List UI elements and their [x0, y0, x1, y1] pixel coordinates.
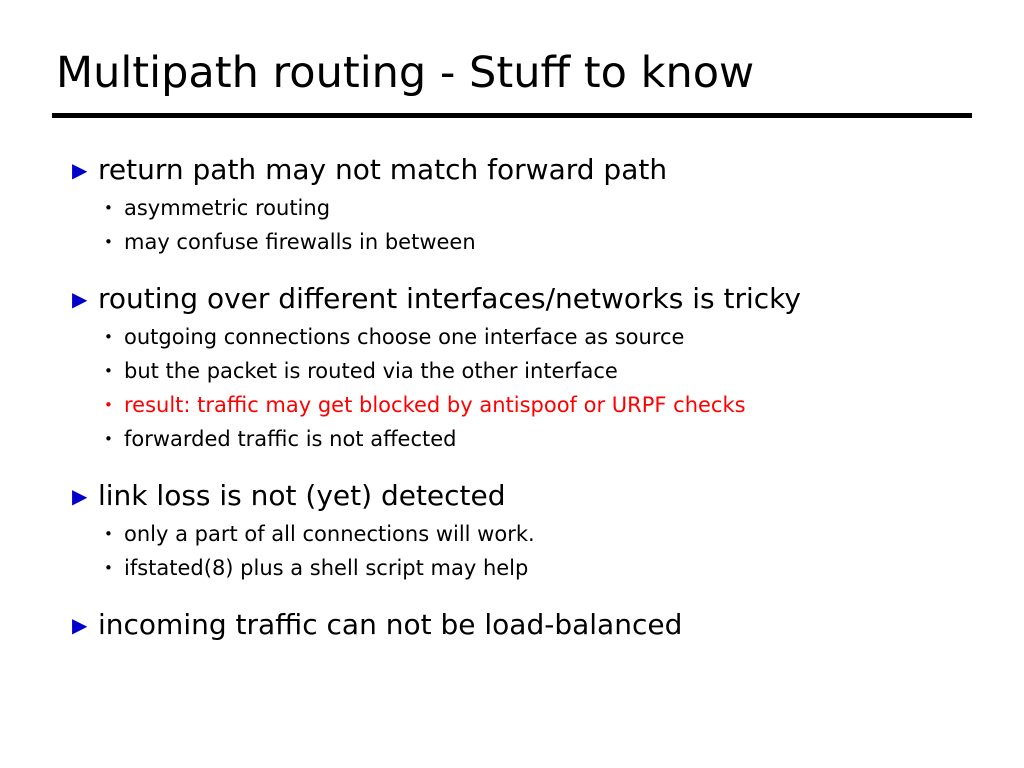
bullet-level1 — [72, 152, 972, 189]
sub-bullet-list — [72, 191, 972, 259]
bullet-level2-label: but the packet is routed via the other interface — [124, 358, 618, 383]
bullet-level1 — [72, 478, 972, 515]
bullet-level2 — [72, 354, 972, 388]
dot-bullet-icon: • — [104, 558, 113, 577]
bullet-level2-label: forwarded traffic is not affected — [124, 426, 457, 451]
bullet-level1-label: return path may not match forward path — [98, 153, 668, 186]
bullet-level2-label: result: traffic may get blocked by antispoof or URPF checks — [124, 392, 746, 417]
bullet-group — [72, 281, 972, 456]
bullet-level2-label: asymmetric routing — [124, 195, 331, 220]
bullet-level2-label: only a part of all connections will work. — [124, 521, 535, 546]
sub-bullet-list — [72, 517, 972, 585]
triangle-bullet-icon: ▶ — [72, 158, 88, 182]
dot-bullet-icon: • — [104, 361, 113, 380]
bullet-level2-label: ifstated(8) plus a shell script may help — [124, 555, 529, 580]
bullet-level2 — [72, 191, 972, 225]
dot-bullet-icon: • — [104, 395, 113, 414]
triangle-bullet-icon: ▶ — [72, 286, 88, 311]
bullet-level1-label: incoming traffic can not be load-balanced — [98, 607, 683, 641]
bullet-level2 — [72, 517, 972, 551]
slide-content — [72, 152, 972, 644]
bullet-level1 — [72, 281, 972, 318]
dot-bullet-icon: • — [104, 327, 113, 346]
bullet-level2 — [72, 320, 972, 354]
sub-bullet-list — [72, 320, 972, 456]
bullet-level2-label: may confuse firewalls in between — [124, 229, 476, 254]
bullet-level2 — [72, 225, 972, 259]
dot-bullet-icon: • — [104, 524, 113, 543]
bullet-level2-label: outgoing connections choose one interface as source — [124, 324, 685, 349]
bullet-level2-highlighted — [72, 388, 972, 422]
dot-bullet-icon: • — [104, 232, 113, 251]
dot-bullet-icon: • — [104, 429, 113, 448]
bullet-group — [72, 152, 972, 259]
triangle-bullet-icon: ▶ — [72, 484, 88, 508]
bullet-group — [72, 478, 972, 585]
page-title: Multipath routing - Stuff to know — [56, 48, 755, 98]
bullet-level1-label: routing over different interfaces/networks is tricky — [98, 281, 801, 315]
bullet-level1 — [72, 607, 972, 644]
bullet-group — [72, 607, 972, 644]
triangle-bullet-icon: ▶ — [72, 612, 88, 637]
dot-bullet-icon: • — [104, 198, 113, 217]
title-divider — [52, 113, 972, 118]
bullet-level2 — [72, 551, 972, 585]
bullet-level2 — [72, 422, 972, 456]
bullet-level1-label: link loss is not (yet) detected — [98, 479, 506, 512]
